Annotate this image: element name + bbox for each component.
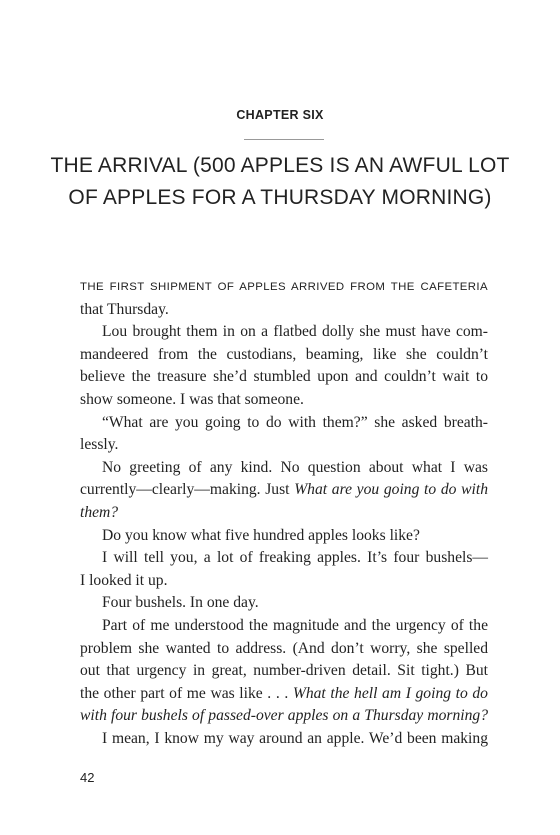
chapter-title: [0, 150, 560, 214]
text-line: [80, 502, 488, 525]
body-text: [80, 276, 488, 750]
text-line: problem she wanted to address. (And don’t worry, she spelled: [80, 639, 488, 657]
text-line: I looked it up.: [80, 571, 168, 589]
text-line: I mean, I know my way around an apple. We’d been making: [102, 729, 488, 747]
text-line: Part of me understood the magnitude and the urgency of the: [102, 616, 488, 634]
text-line: believe the treasure she’d stumbled upon and couldn’t wait to: [80, 368, 488, 386]
text-span: currently—clearly—making. Just: [80, 481, 295, 499]
italic-text: What are you going to do with: [294, 481, 488, 499]
text-line: No greeting of any kind. No question about what I was: [102, 458, 488, 476]
text-line: [80, 683, 488, 706]
text-line: [80, 705, 488, 728]
text-line: lessly.: [80, 436, 119, 454]
chapter-title-line: OF APPLES FOR A THURSDAY MORNING): [68, 186, 492, 209]
italic-text: with four bushels of passed-over apples on a Thursday morning?: [80, 707, 488, 725]
text-line: that Thursday.: [80, 300, 169, 318]
text-line: Do you know what five hundred apples looks like?: [102, 526, 420, 544]
text-line: Lou brought them in on a flatbed dolly she must have com-: [102, 323, 488, 341]
text-line: I will tell you, a lot of freaking apples. It’s four bushels—: [102, 549, 488, 567]
chapter-rule: [244, 139, 324, 140]
text-span: the other part of me was like . . .: [80, 684, 293, 702]
text-line: “What are you going to do with them?” she asked breath-: [102, 413, 488, 431]
text-line: mandeered from the custodians, beaming, like she couldn’t: [80, 345, 488, 363]
text-line: THE FIRST SHIPMENT OF APPLES ARRIVED FROM THE CAFETERIA: [80, 281, 488, 293]
italic-text: them?: [80, 503, 119, 521]
text-line: Four bushels. In one day.: [102, 594, 259, 612]
italic-text: What the hell am I going to do: [292, 684, 488, 702]
text-line: out that urgency in great, number-driven detail. Sit tight.) But: [80, 662, 488, 680]
text-line: show someone. I was that someone.: [80, 390, 304, 408]
chapter-title-line: THE ARRIVAL (500 APPLES IS AN AWFUL LOT: [50, 154, 510, 177]
chapter-label: CHAPTER SIX: [236, 108, 324, 122]
page-number: 42: [80, 770, 95, 785]
text-line: [80, 479, 488, 502]
